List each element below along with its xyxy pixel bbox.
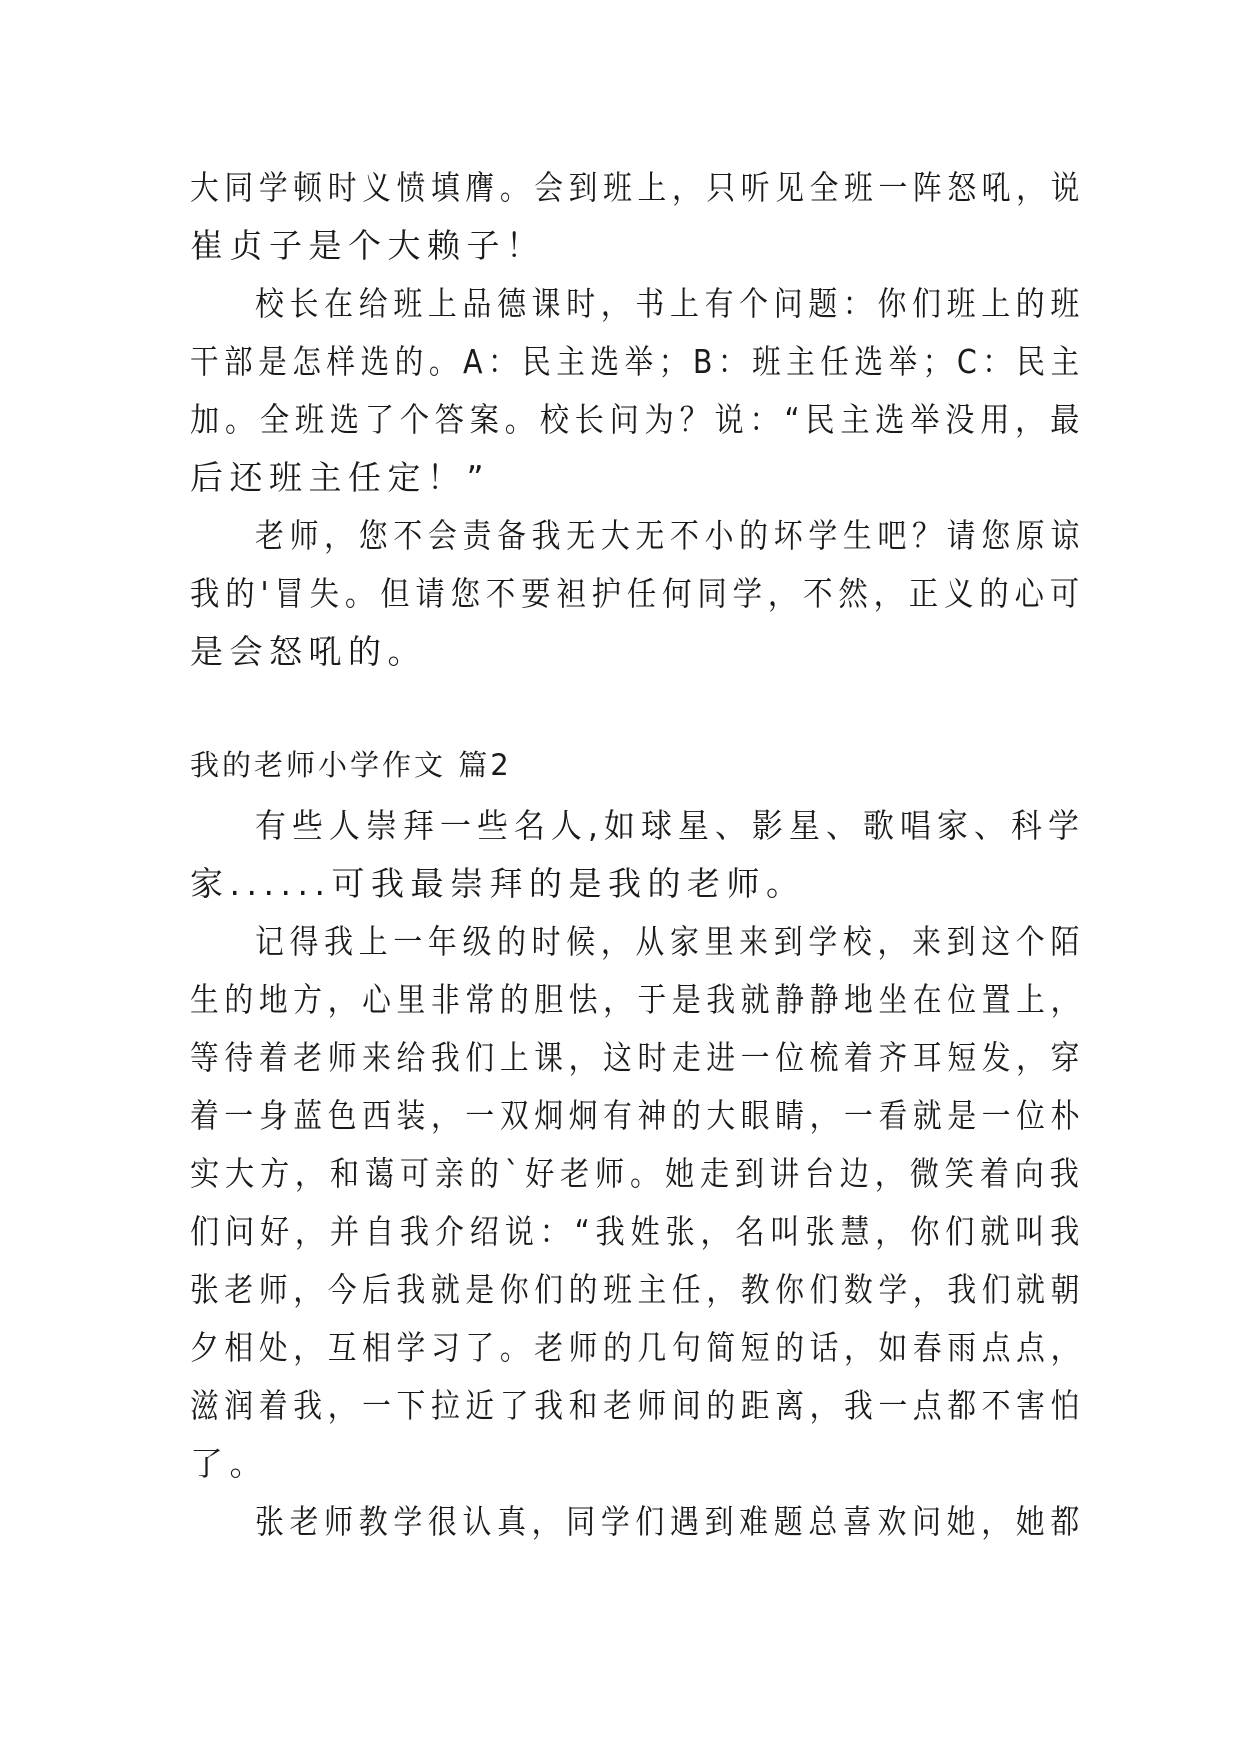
paragraph-line: 后还班主任定！” bbox=[190, 458, 491, 497]
section-heading: 我的老师小学作文 篇2 bbox=[190, 748, 512, 782]
paragraph-line: 干部是怎样选的。A：民主选举；B：班主任选举；C：民主 bbox=[190, 342, 1085, 381]
paragraph-line: 张老师，今后我就是你们的班主任，教你们数学，我们就朝 bbox=[190, 1270, 1086, 1309]
paragraph-line: 加。全班选了个答案。校长问为？说：“民主选举没用，最 bbox=[190, 400, 1086, 439]
paragraph-line: 着一身蓝色西装，一双炯炯有神的大眼睛，一看就是一位朴 bbox=[190, 1096, 1086, 1135]
paragraph-line: 生的地方，心里非常的胆怯，于是我就静静地坐在位置上， bbox=[190, 980, 1086, 1019]
paragraph-line: 崔贞子是个大赖子！ bbox=[190, 226, 546, 265]
paragraph-line: 张老师教学很认真，同学们遇到难题总喜欢问她，她都 bbox=[255, 1502, 1085, 1541]
paragraph-line: 记得我上一年级的时候，从家里来到学校，来到这个陌 bbox=[255, 922, 1085, 961]
paragraph-line: 夕相处，互相学习了。老师的几句简短的话，如春雨点点， bbox=[190, 1328, 1086, 1367]
paragraph-line: 实大方，和蔼可亲的`好老师。她走到讲台边，微笑着向我 bbox=[190, 1154, 1085, 1193]
paragraph-line: 是会怒吼的。 bbox=[190, 632, 427, 671]
paragraph-line: 我的'冒失。但请您不要袒护任何同学，不然，正义的心可 bbox=[190, 574, 1086, 613]
paragraph-line: 大同学顿时义愤填膺。会到班上，只听见全班一阵怒吼，说 bbox=[190, 168, 1086, 207]
paragraph-line: 老师，您不会责备我无大无不小的坏学生吧？请您原谅 bbox=[255, 516, 1085, 555]
paragraph-line: 校长在给班上品德课时，书上有个问题：你们班上的班 bbox=[255, 284, 1085, 323]
paragraph-line: 家......可我最崇拜的是我的老师。 bbox=[190, 864, 806, 903]
paragraph-line: 了。 bbox=[190, 1444, 269, 1483]
paragraph-line: 们问好，并自我介绍说：“我姓张，名叫张慧，你们就叫我 bbox=[190, 1212, 1086, 1251]
paragraph-line: 滋润着我，一下拉近了我和老师间的距离，我一点都不害怕 bbox=[190, 1386, 1086, 1425]
paragraph-line: 等待着老师来给我们上课，这时走进一位梳着齐耳短发，穿 bbox=[190, 1038, 1086, 1077]
paragraph-line: 有些人崇拜一些名人,如球星、影星、歌唱家、科学 bbox=[255, 806, 1086, 845]
